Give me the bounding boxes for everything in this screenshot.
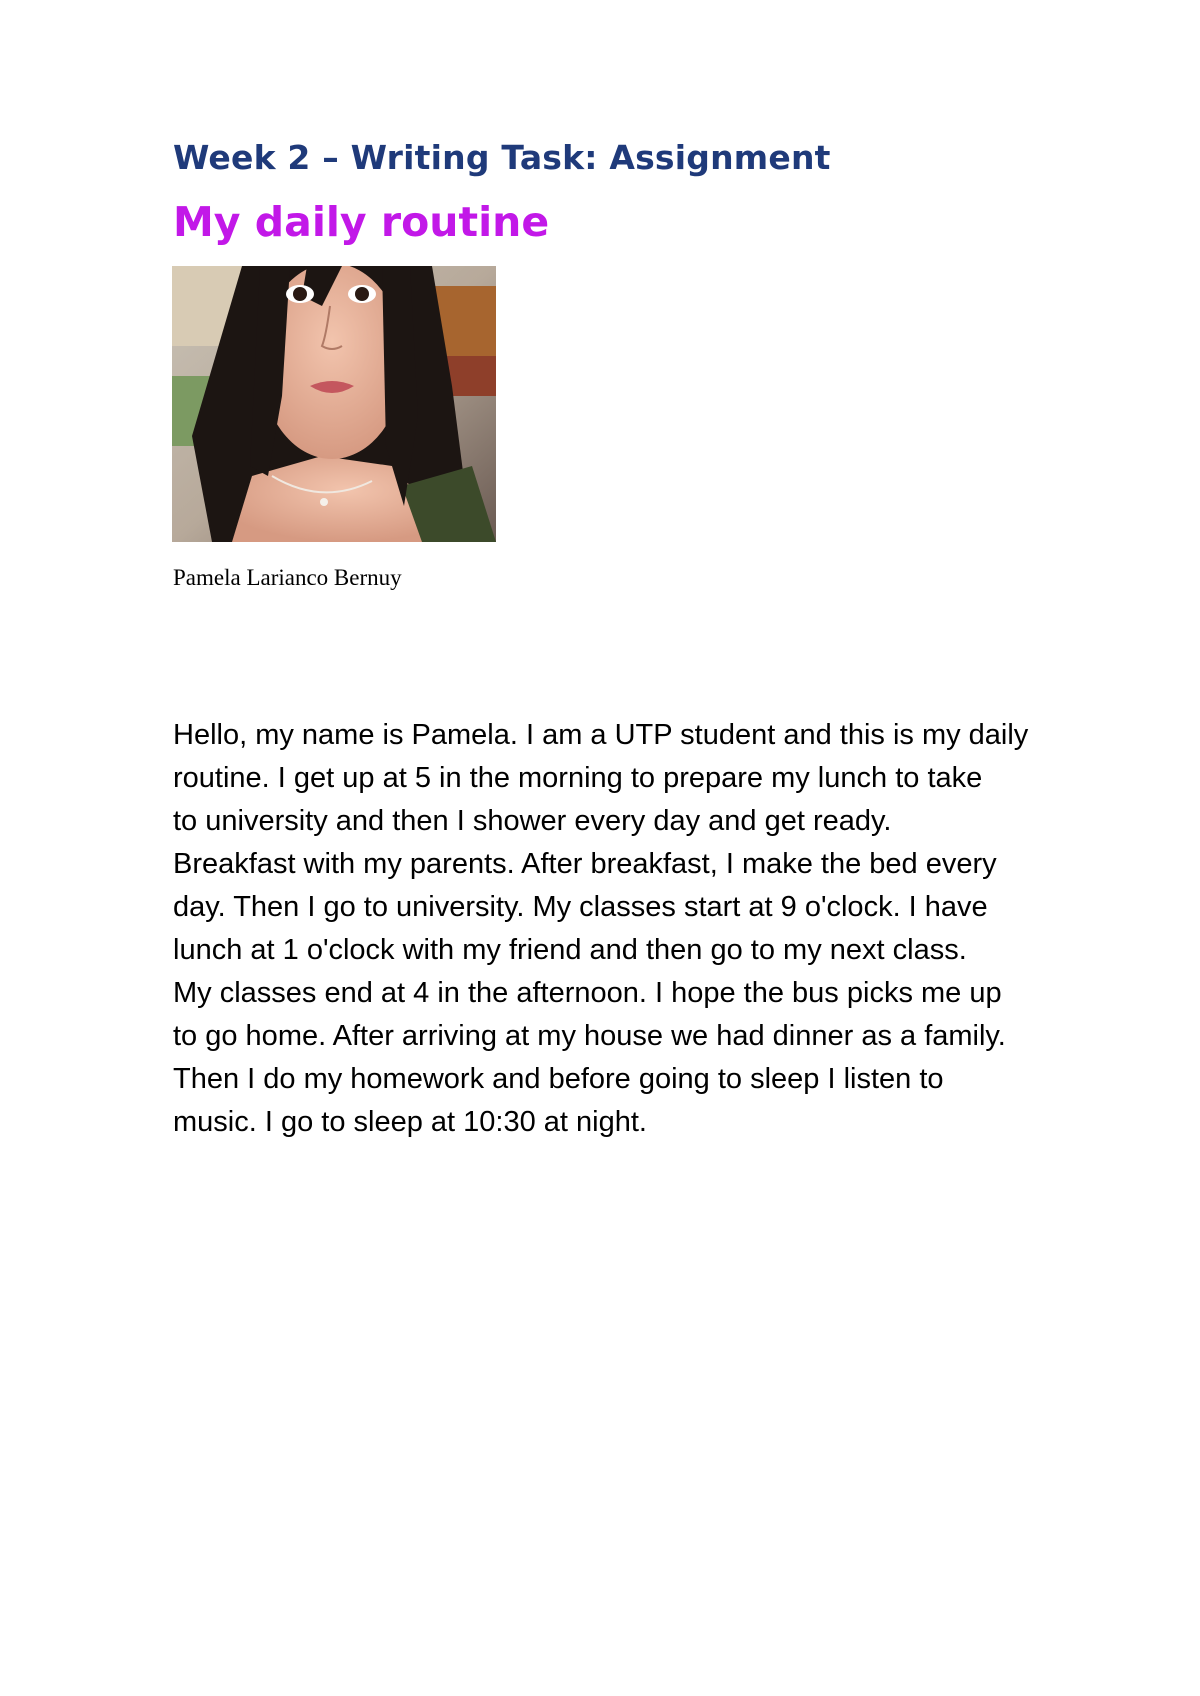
author-name: Pamela Larianco Bernuy (173, 565, 402, 590)
body-line: Then I do my homework and before going to sleep I listen to (173, 1063, 944, 1095)
body-line: My classes end at 4 in the afternoon. I hope the bus picks me up (173, 977, 1002, 1009)
body-line: Hello, my name is Pamela. I am a UTP student and this is my daily (173, 719, 1029, 751)
body-line: lunch at 1 o'clock with my friend and then go to my next class. (173, 934, 967, 966)
body-line: routine. I get up at 5 in the morning to prepare my lunch to take (173, 762, 983, 794)
author-photo (172, 266, 496, 542)
body-line: to university and then I shower every day and get ready. (173, 805, 892, 837)
assignment-heading: Week 2 – Writing Task: Assignment (173, 138, 831, 177)
body-line: Breakfast with my parents. After breakfast, I make the bed every (173, 848, 997, 880)
body-line: music. I go to sleep at 10:30 at night. (173, 1106, 647, 1138)
body-line: day. Then I go to university. My classes start at 9 o'clock. I have (173, 891, 988, 923)
document-title: My daily routine (173, 198, 550, 246)
body-line: to go home. After arriving at my house we had dinner as a family. (173, 1020, 1006, 1052)
body-paragraph (173, 714, 1073, 1144)
